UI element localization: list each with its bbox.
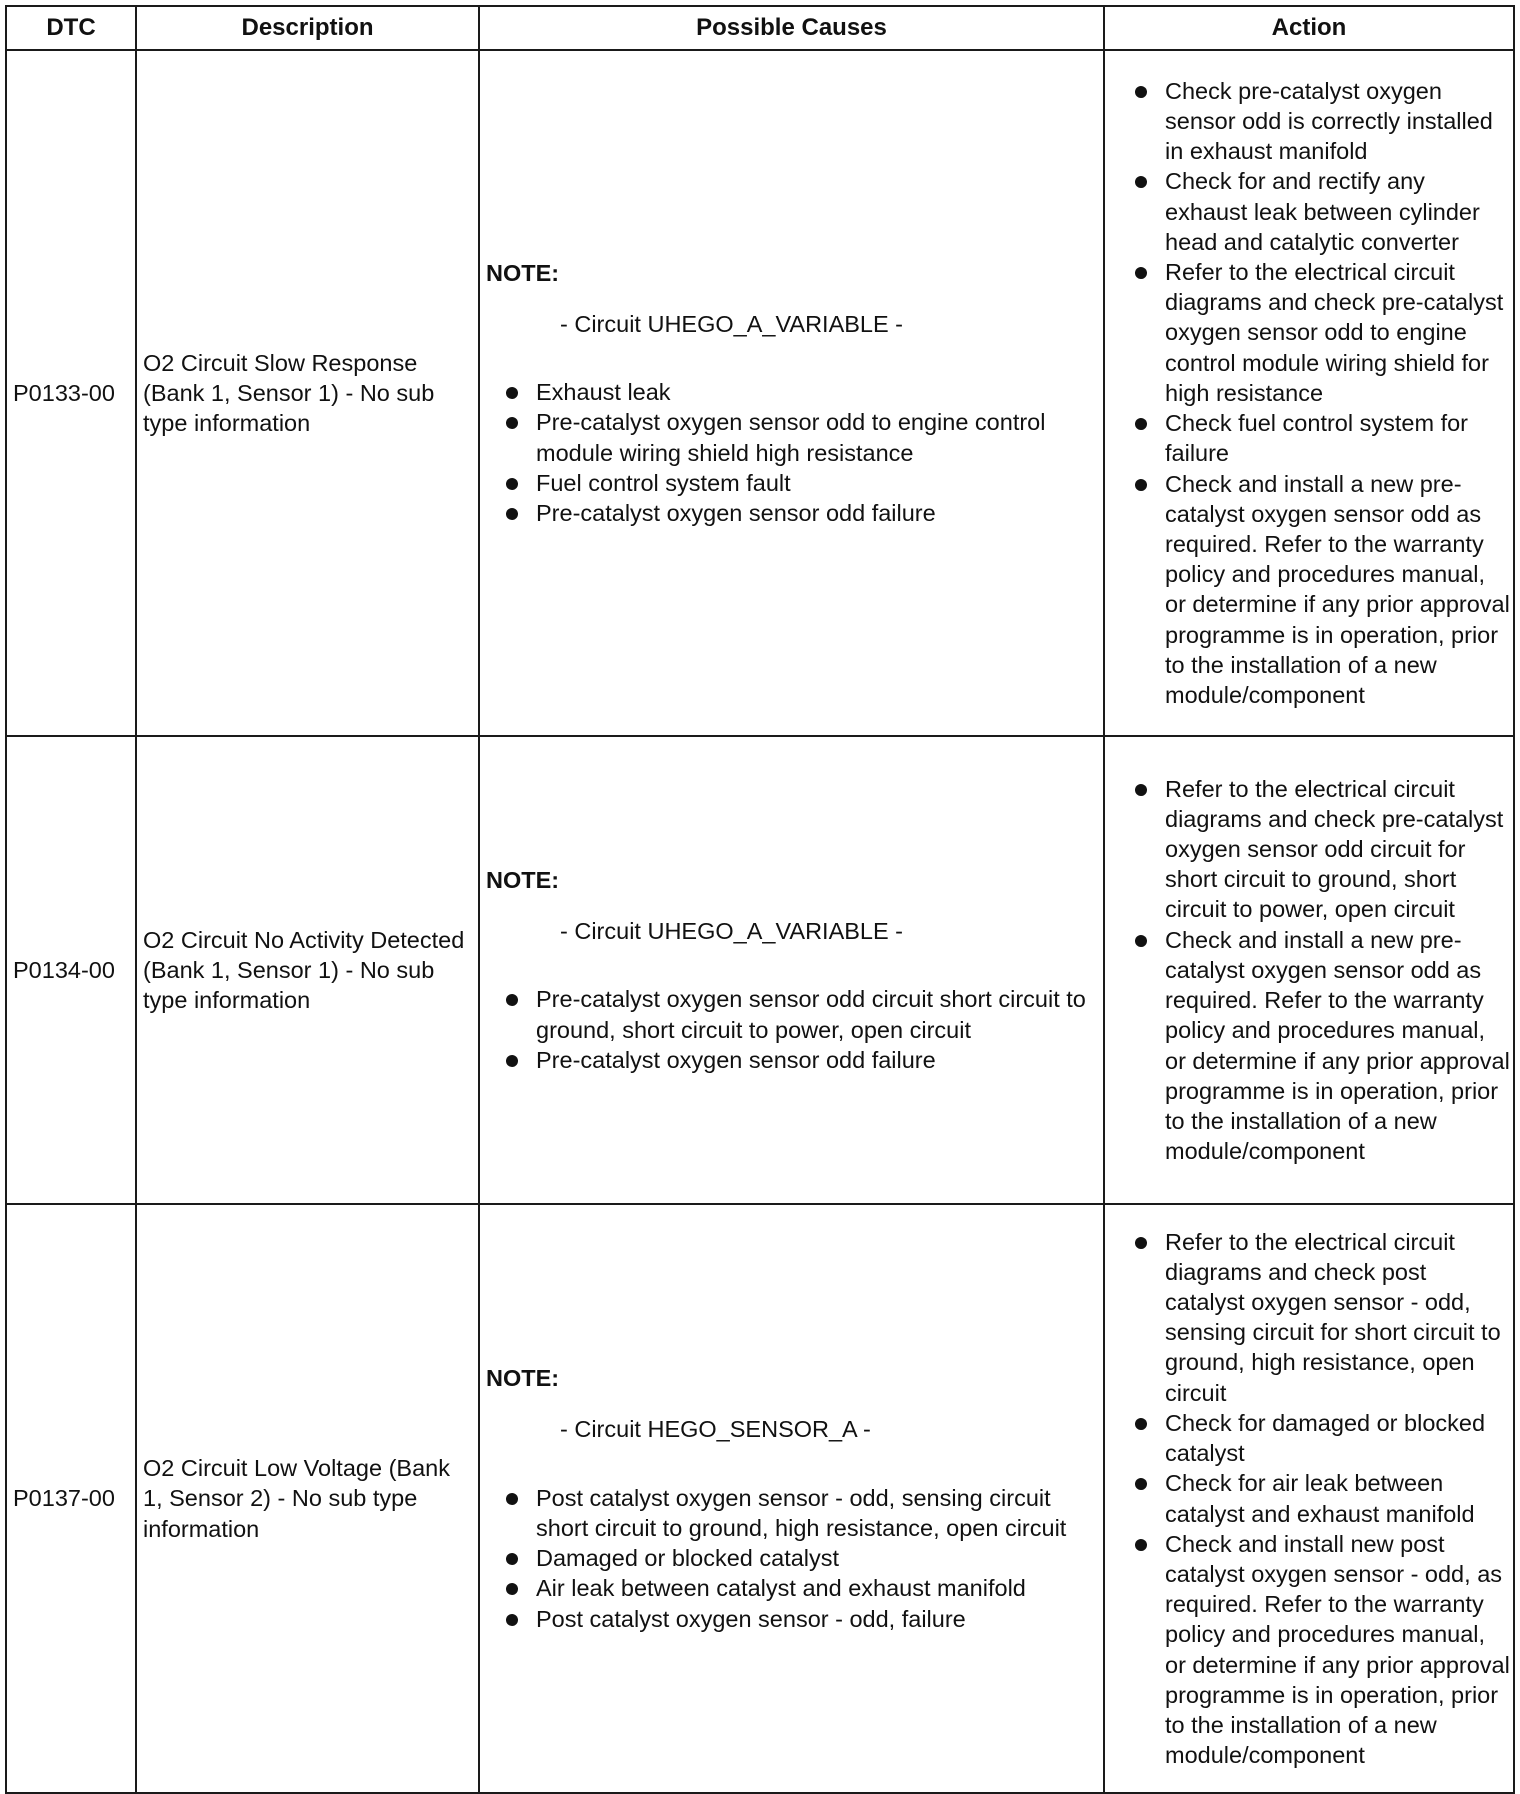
list-item: Check pre-catalyst oxygen sensor odd is correctly installed in exhaust manifold: [1111, 76, 1511, 167]
dtc-description: [136, 736, 479, 1204]
action-cell: [1104, 1204, 1514, 1793]
list-item: Post catalyst oxygen sensor - odd, failure: [486, 1604, 1101, 1634]
circuit-name: - Circuit UHEGO_A_VARIABLE -: [560, 918, 904, 945]
list-item: Air leak between catalyst and exhaust manifold: [486, 1573, 1101, 1603]
dtc-description: [136, 1204, 479, 1793]
possible-causes-cell: [479, 1204, 1104, 1793]
causes-list: [486, 1483, 1101, 1634]
list-item: Check and install a new pre-catalyst oxygen sensor odd as required. Refer to the warranty policy and procedures manual, or determine if any prior approval programme is in operation, prior to the installation of a new module/component: [1111, 469, 1511, 711]
header-description: Description: [136, 6, 479, 50]
list-item: Exhaust leak: [486, 377, 1101, 407]
list-item: Refer to the electrical circuit diagrams and check pre-catalyst oxygen sensor odd to engine control module wiring shield for high resistance: [1111, 257, 1511, 408]
list-item: Check and install new post catalyst oxygen sensor - odd, as required. Refer to the warranty policy and procedures manual, or determine if any prior approval programme is in operation, prior to the installation of a new module/component: [1111, 1529, 1511, 1771]
possible-causes-cell: [479, 736, 1104, 1204]
list-item: Damaged or blocked catalyst: [486, 1543, 1101, 1573]
circuit-name: - Circuit UHEGO_A_VARIABLE -: [560, 310, 904, 337]
list-item: Check for damaged or blocked catalyst: [1111, 1408, 1511, 1468]
possible-causes-cell: [479, 50, 1104, 736]
table-row: [6, 50, 1514, 736]
action-cell: [1104, 50, 1514, 736]
description-text: O2 Circuit No Activity Detected (Bank 1, Sensor 1) - No sub type information: [143, 926, 465, 1014]
header-row: [6, 6, 1514, 50]
header-dtc: DTC: [6, 6, 136, 50]
list-item: Post catalyst oxygen sensor - odd, sensing circuit short circuit to ground, high resistance, open circuit: [486, 1483, 1101, 1543]
description-text: O2 Circuit Low Voltage (Bank 1, Sensor 2) - No sub type information: [143, 1455, 450, 1542]
description-text: O2 Circuit Slow Response (Bank 1, Sensor 1) - No sub type information: [143, 349, 435, 437]
dtc-page: [5, 5, 1513, 1794]
header-action: Action: [1104, 6, 1514, 50]
dtc-table: [5, 5, 1515, 1794]
list-item: Check fuel control system for failure: [1111, 408, 1511, 468]
dtc-code: P0134-00: [6, 736, 136, 1204]
list-item: Fuel control system fault: [486, 468, 1101, 498]
list-item: Pre-catalyst oxygen sensor odd circuit short circuit to ground, short circuit to power, open circuit: [486, 984, 1101, 1044]
list-item: Pre-catalyst oxygen sensor odd failure: [486, 1045, 1101, 1075]
actions-list: [1111, 76, 1511, 710]
header-possible-causes: Possible Causes: [479, 6, 1104, 50]
actions-list: [1111, 774, 1511, 1167]
table-row: [6, 1204, 1514, 1793]
action-cell: [1104, 736, 1514, 1204]
circuit-name: - Circuit HEGO_SENSOR_A -: [560, 1416, 871, 1443]
list-item: Refer to the electrical circuit diagrams and check post catalyst oxygen sensor - odd, sensing circuit for short circuit to ground, high resistance, open circuit: [1111, 1227, 1511, 1408]
dtc-code: P0133-00: [6, 50, 136, 736]
list-item: Pre-catalyst oxygen sensor odd to engine control module wiring shield high resistance: [486, 407, 1101, 467]
note-label: NOTE:: [486, 866, 560, 893]
dtc-description: [136, 50, 479, 736]
dtc-code: P0137-00: [6, 1204, 136, 1793]
list-item: Refer to the electrical circuit diagrams and check pre-catalyst oxygen sensor odd circuit for short circuit to ground, short circuit to power, open circuit: [1111, 774, 1511, 925]
actions-list: [1111, 1227, 1511, 1771]
list-item: Check and install a new pre-catalyst oxygen sensor odd as required. Refer to the warranty policy and procedures manual, or determine if any prior approval programme is in operation, prior to the installation of a new module/component: [1111, 925, 1511, 1167]
note-label: NOTE:: [486, 259, 560, 286]
causes-list: [486, 377, 1101, 528]
list-item: Check for and rectify any exhaust leak between cylinder head and catalytic converter: [1111, 166, 1511, 257]
table-row: [6, 736, 1514, 1204]
list-item: Check for air leak between catalyst and exhaust manifold: [1111, 1468, 1511, 1528]
list-item: Pre-catalyst oxygen sensor odd failure: [486, 498, 1101, 528]
causes-list: [486, 984, 1101, 1075]
note-label: NOTE:: [486, 1365, 560, 1392]
